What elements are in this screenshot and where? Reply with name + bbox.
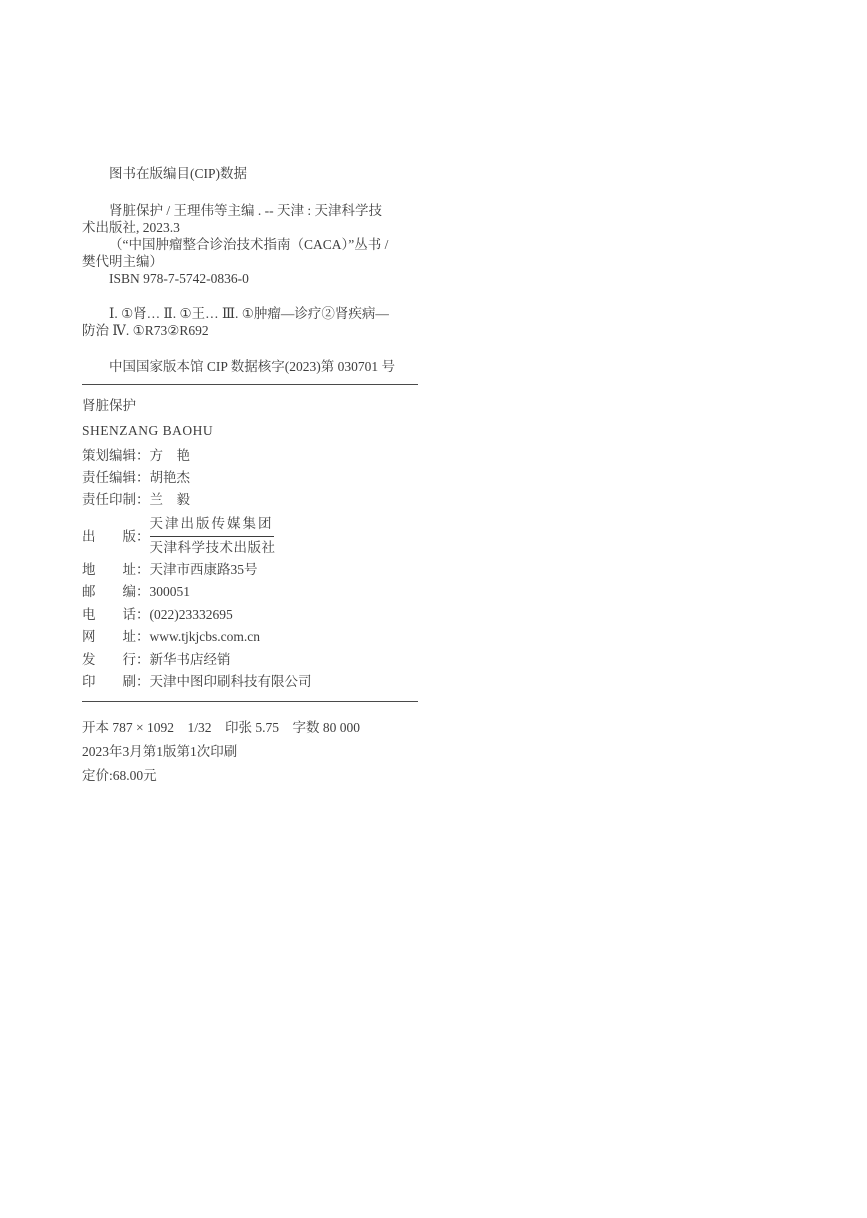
publisher-row-website (82, 626, 418, 648)
cip-record-line: 肾脏保护 / 王理伟等主编 . -- 天津 : 天津科学技 (109, 203, 382, 218)
row-label: 印 刷： (82, 674, 150, 690)
row-value: 天津市西康路35号 (149, 562, 258, 577)
isbn-line: ISBN 978-7-5742-0836-0 (109, 271, 249, 286)
price-line: 定价:68.00元 (82, 768, 157, 784)
cip-classification (82, 305, 418, 339)
book-title: 肾脏保护 (82, 398, 136, 413)
publisher-row-printer (82, 671, 418, 693)
cip-classification-line: 防治 Ⅳ. ①R73②R692 (82, 323, 209, 338)
row-label: 邮 编： (82, 584, 150, 600)
publisher-row-address (82, 559, 418, 581)
staff-label: 责任印制： (82, 492, 150, 507)
format-line: 开本 787 × 1092 1/32 印张 5.75 字数 80 000 (82, 720, 360, 736)
staff-value: 方 艳 (149, 448, 190, 463)
cip-header: 图书在版编目(CIP)数据 (109, 166, 247, 181)
cip-record-line: （“中国肿瘤整合诊治技术指南（CACA）”丛书 / (109, 237, 389, 252)
book-title-pinyin: SHENZANG BAOHU (82, 423, 214, 438)
publish-label: 出 版： (82, 528, 150, 544)
cip-registry-number: 中国国家版本馆 CIP 数据核字(2023)第 030701 号 (109, 359, 395, 374)
staff-row (82, 489, 418, 511)
publisher-row-distribution (82, 649, 418, 671)
staff-row (82, 467, 418, 489)
printing-block (82, 716, 418, 788)
staff-block (82, 445, 418, 511)
website-url: www.tjkjcbs.com.cn (149, 629, 260, 645)
publisher-press-name: 天津科学技术出版社 (149, 540, 276, 555)
staff-label: 责任编辑： (82, 470, 150, 485)
edition-line: 2023年3月第1版第1次印刷 (82, 744, 238, 760)
staff-value: 兰 毅 (149, 492, 190, 507)
cip-record (82, 202, 418, 287)
publisher-row-publish (82, 513, 418, 559)
row-value: 新华书店经销 (149, 651, 231, 667)
row-value: 天津中图印刷科技有限公司 (149, 674, 312, 690)
row-label: 电 话： (82, 606, 150, 622)
copyright-content (82, 165, 418, 788)
row-value: (022)23332695 (149, 606, 233, 622)
publisher-row-postcode (82, 581, 418, 603)
cip-classification-line: Ⅰ. ①肾… Ⅱ. ①王… Ⅲ. ①肿瘤—诊疗②肾疾病— (109, 306, 389, 321)
cip-record-line: 术出版社, 2023.3 (82, 220, 180, 235)
row-label: 发 行： (82, 651, 150, 667)
staff-value: 胡艳杰 (149, 470, 190, 485)
divider-rule-bottom (82, 701, 418, 702)
publisher-block (82, 513, 418, 693)
row-label: 网 址： (82, 629, 150, 645)
publisher-names (150, 513, 276, 559)
cip-record-line: 樊代明主编） (82, 254, 163, 269)
row-value: 300051 (149, 584, 190, 600)
publisher-row-phone (82, 604, 418, 626)
divider-rule-top (82, 384, 418, 385)
staff-label: 策划编辑： (82, 448, 150, 463)
staff-row (82, 445, 418, 467)
publisher-group-name: 天津出版传媒集团 (150, 513, 274, 537)
row-label: 地 址： (82, 562, 150, 577)
